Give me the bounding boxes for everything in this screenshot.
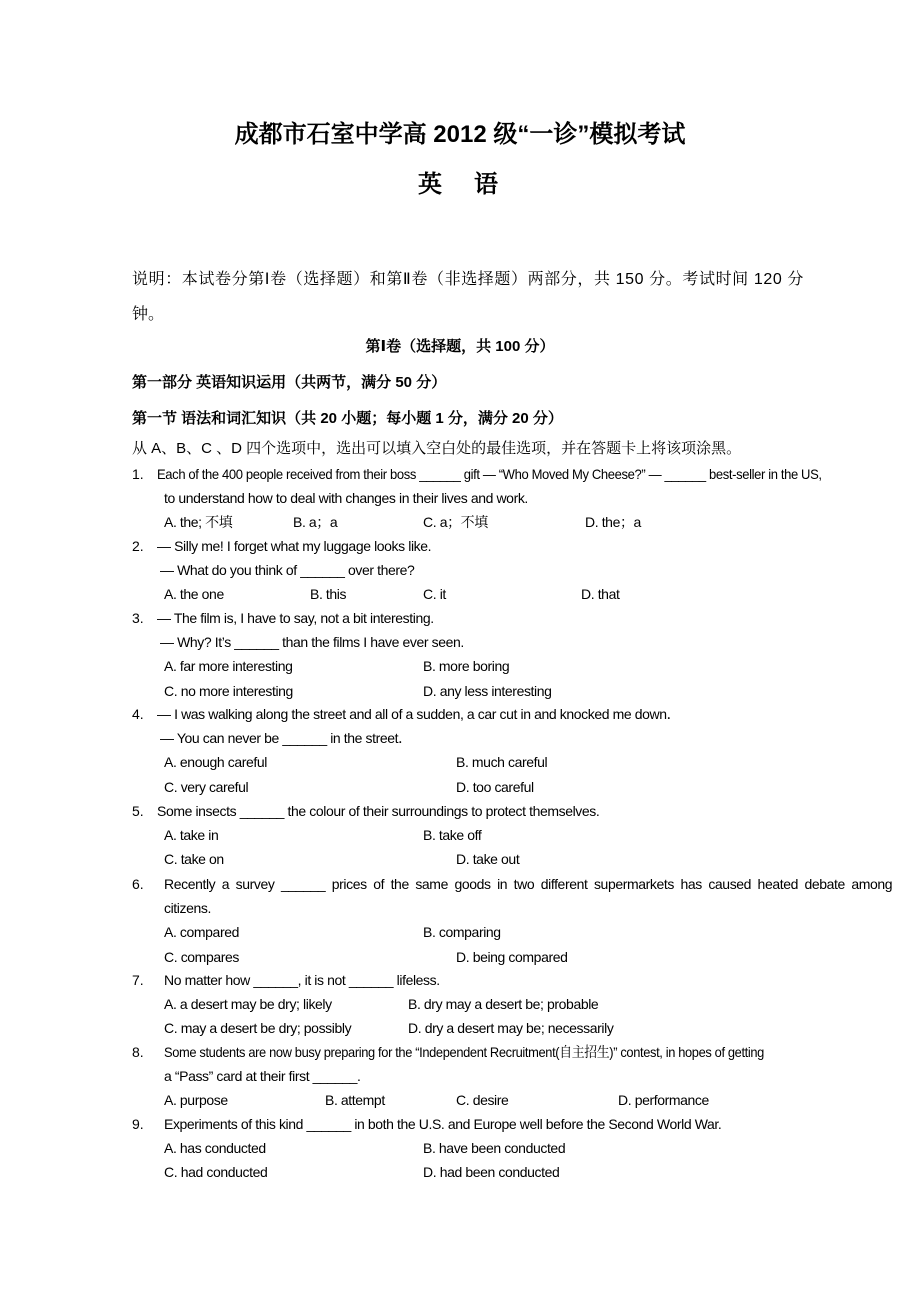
answer-option-d: D. any less interesting bbox=[423, 682, 552, 699]
section-1-directions: 从 A、B、C 、D 四个选项中，选出可以填入空白处的最佳选项，并在答题卡上将该项涂黑。 bbox=[132, 440, 742, 457]
answer-option-c: C. had conducted bbox=[164, 1164, 268, 1181]
answer-option-a: A. the one bbox=[164, 586, 224, 603]
answer-option-d: D. had been conducted bbox=[423, 1164, 560, 1181]
question-number: 5. bbox=[132, 803, 144, 819]
question-text-line: — What do you think of ______ over there? bbox=[160, 562, 415, 579]
exam-title: 成都市石室中学高 2012 级“一诊”模拟考试 bbox=[234, 121, 686, 148]
part-1-title: 第一部分 英语知识运用（共两节，满分 50 分） bbox=[132, 374, 447, 391]
answer-option-a: A. purpose bbox=[164, 1092, 228, 1109]
answer-option-d: D. too careful bbox=[456, 778, 534, 795]
question-text-line: Some insects ______ the colour of their surroundings to protect themselves. bbox=[157, 803, 600, 819]
answer-option-c: C. no more interesting bbox=[164, 682, 293, 699]
section-1-title: 第一节 语法和词汇知识（共 20 小题；每小题 1 分，满分 20 分） bbox=[132, 410, 563, 427]
answer-option-a: A. has conducted bbox=[164, 1140, 266, 1157]
answer-option-d: D. that bbox=[581, 586, 620, 603]
answer-option-c: C. desire bbox=[456, 1092, 509, 1109]
answer-option-b: B. attempt bbox=[325, 1092, 385, 1109]
question-number: 9. bbox=[132, 1116, 144, 1132]
answer-option-a: A. compared bbox=[164, 924, 239, 941]
answer-option-b: B. a；a bbox=[293, 514, 338, 531]
question-number: 8. bbox=[132, 1044, 144, 1060]
answer-option-b: B. much careful bbox=[456, 754, 548, 771]
answer-option-c: C. very careful bbox=[164, 778, 249, 795]
question-number: 3. bbox=[132, 610, 144, 626]
answer-option-c: C. it bbox=[423, 586, 446, 603]
answer-option-b: B. have been conducted bbox=[423, 1140, 566, 1157]
answer-option-c: C. take on bbox=[164, 851, 224, 868]
instructions-line-2: 钟。 bbox=[132, 306, 165, 323]
question-text-line: — I was walking along the street and all of a sudden, a car cut in and knocked me down． bbox=[157, 706, 681, 722]
answer-option-c: C. compares bbox=[164, 948, 239, 965]
answer-option-d: D. being compared bbox=[456, 948, 568, 965]
question-text-line: — You can never be ______ in the street． bbox=[160, 730, 412, 747]
question-text-line: — Why? It’s ______ than the films I have ever seen. bbox=[160, 634, 464, 651]
answer-option-a: A. take in bbox=[164, 827, 219, 844]
question-text-line: — The film is, I have to say, not a bit interesting. bbox=[157, 610, 434, 626]
question-text-line: citizens. bbox=[164, 900, 211, 917]
answer-option-b: B. this bbox=[310, 586, 347, 603]
answer-option-a: A. a desert may be dry; likely bbox=[164, 996, 332, 1013]
question-text-line: to understand how to deal with changes in their lives and work. bbox=[164, 490, 528, 507]
question-text-line: a “Pass” card at their first ______. bbox=[164, 1068, 361, 1085]
answer-option-d: D. the；a bbox=[585, 514, 641, 531]
answer-option-d: D. performance bbox=[618, 1092, 709, 1109]
answer-option-d: D. dry a desert may be; necessarily bbox=[408, 1020, 614, 1037]
answer-option-a: A. enough careful bbox=[164, 754, 267, 771]
question-number: 1. bbox=[132, 466, 144, 482]
question-text-line: Some students are now busy preparing for the “Independent Recruitment(自主招生)” contest, in hopes of getting bbox=[164, 1044, 764, 1060]
question-text-line: Recently a survey ______ prices of the same goods in two different supermarkets has caused heated debate among bbox=[164, 876, 893, 892]
volume-1-title: 第Ⅰ卷（选择题，共 100 分） bbox=[365, 338, 555, 355]
answer-option-a: A. the; 不填 bbox=[164, 514, 233, 531]
question-text-line: No matter how ______, it is not ______ lifeless. bbox=[164, 972, 440, 988]
question-text-line: Each of the 400 people received from their boss ______ gift — “Who Moved My Cheese?” — ______ best-seller in the US, bbox=[157, 466, 822, 482]
question-number: 2. bbox=[132, 538, 144, 554]
answer-option-b: B. comparing bbox=[423, 924, 501, 941]
question-text-line: Experiments of this kind ______ in both the U.S. and Europe well before the Second World War. bbox=[164, 1116, 722, 1132]
answer-option-b: B. dry may a desert be; probable bbox=[408, 996, 599, 1013]
question-number: 4. bbox=[132, 706, 144, 722]
answer-option-b: B. more boring bbox=[423, 658, 510, 675]
question-number: 7. bbox=[132, 972, 144, 988]
answer-option-c: C. may a desert be dry; possibly bbox=[164, 1020, 352, 1037]
answer-option-c: C. a；不填 bbox=[423, 514, 488, 531]
answer-option-a: A. far more interesting bbox=[164, 658, 293, 675]
answer-option-d: D. take out bbox=[456, 851, 520, 868]
subject-title: 英 语 bbox=[418, 171, 502, 198]
question-number: 6. bbox=[132, 876, 144, 892]
answer-option-b: B. take off bbox=[423, 827, 482, 844]
instructions-line-1: 说明：本试卷分第Ⅰ卷（选择题）和第Ⅱ卷（非选择题）两部分，共 150 分。考试时间 120 分 bbox=[132, 271, 804, 288]
question-text-line: — Silly me! I forget what my luggage looks like. bbox=[157, 538, 432, 554]
